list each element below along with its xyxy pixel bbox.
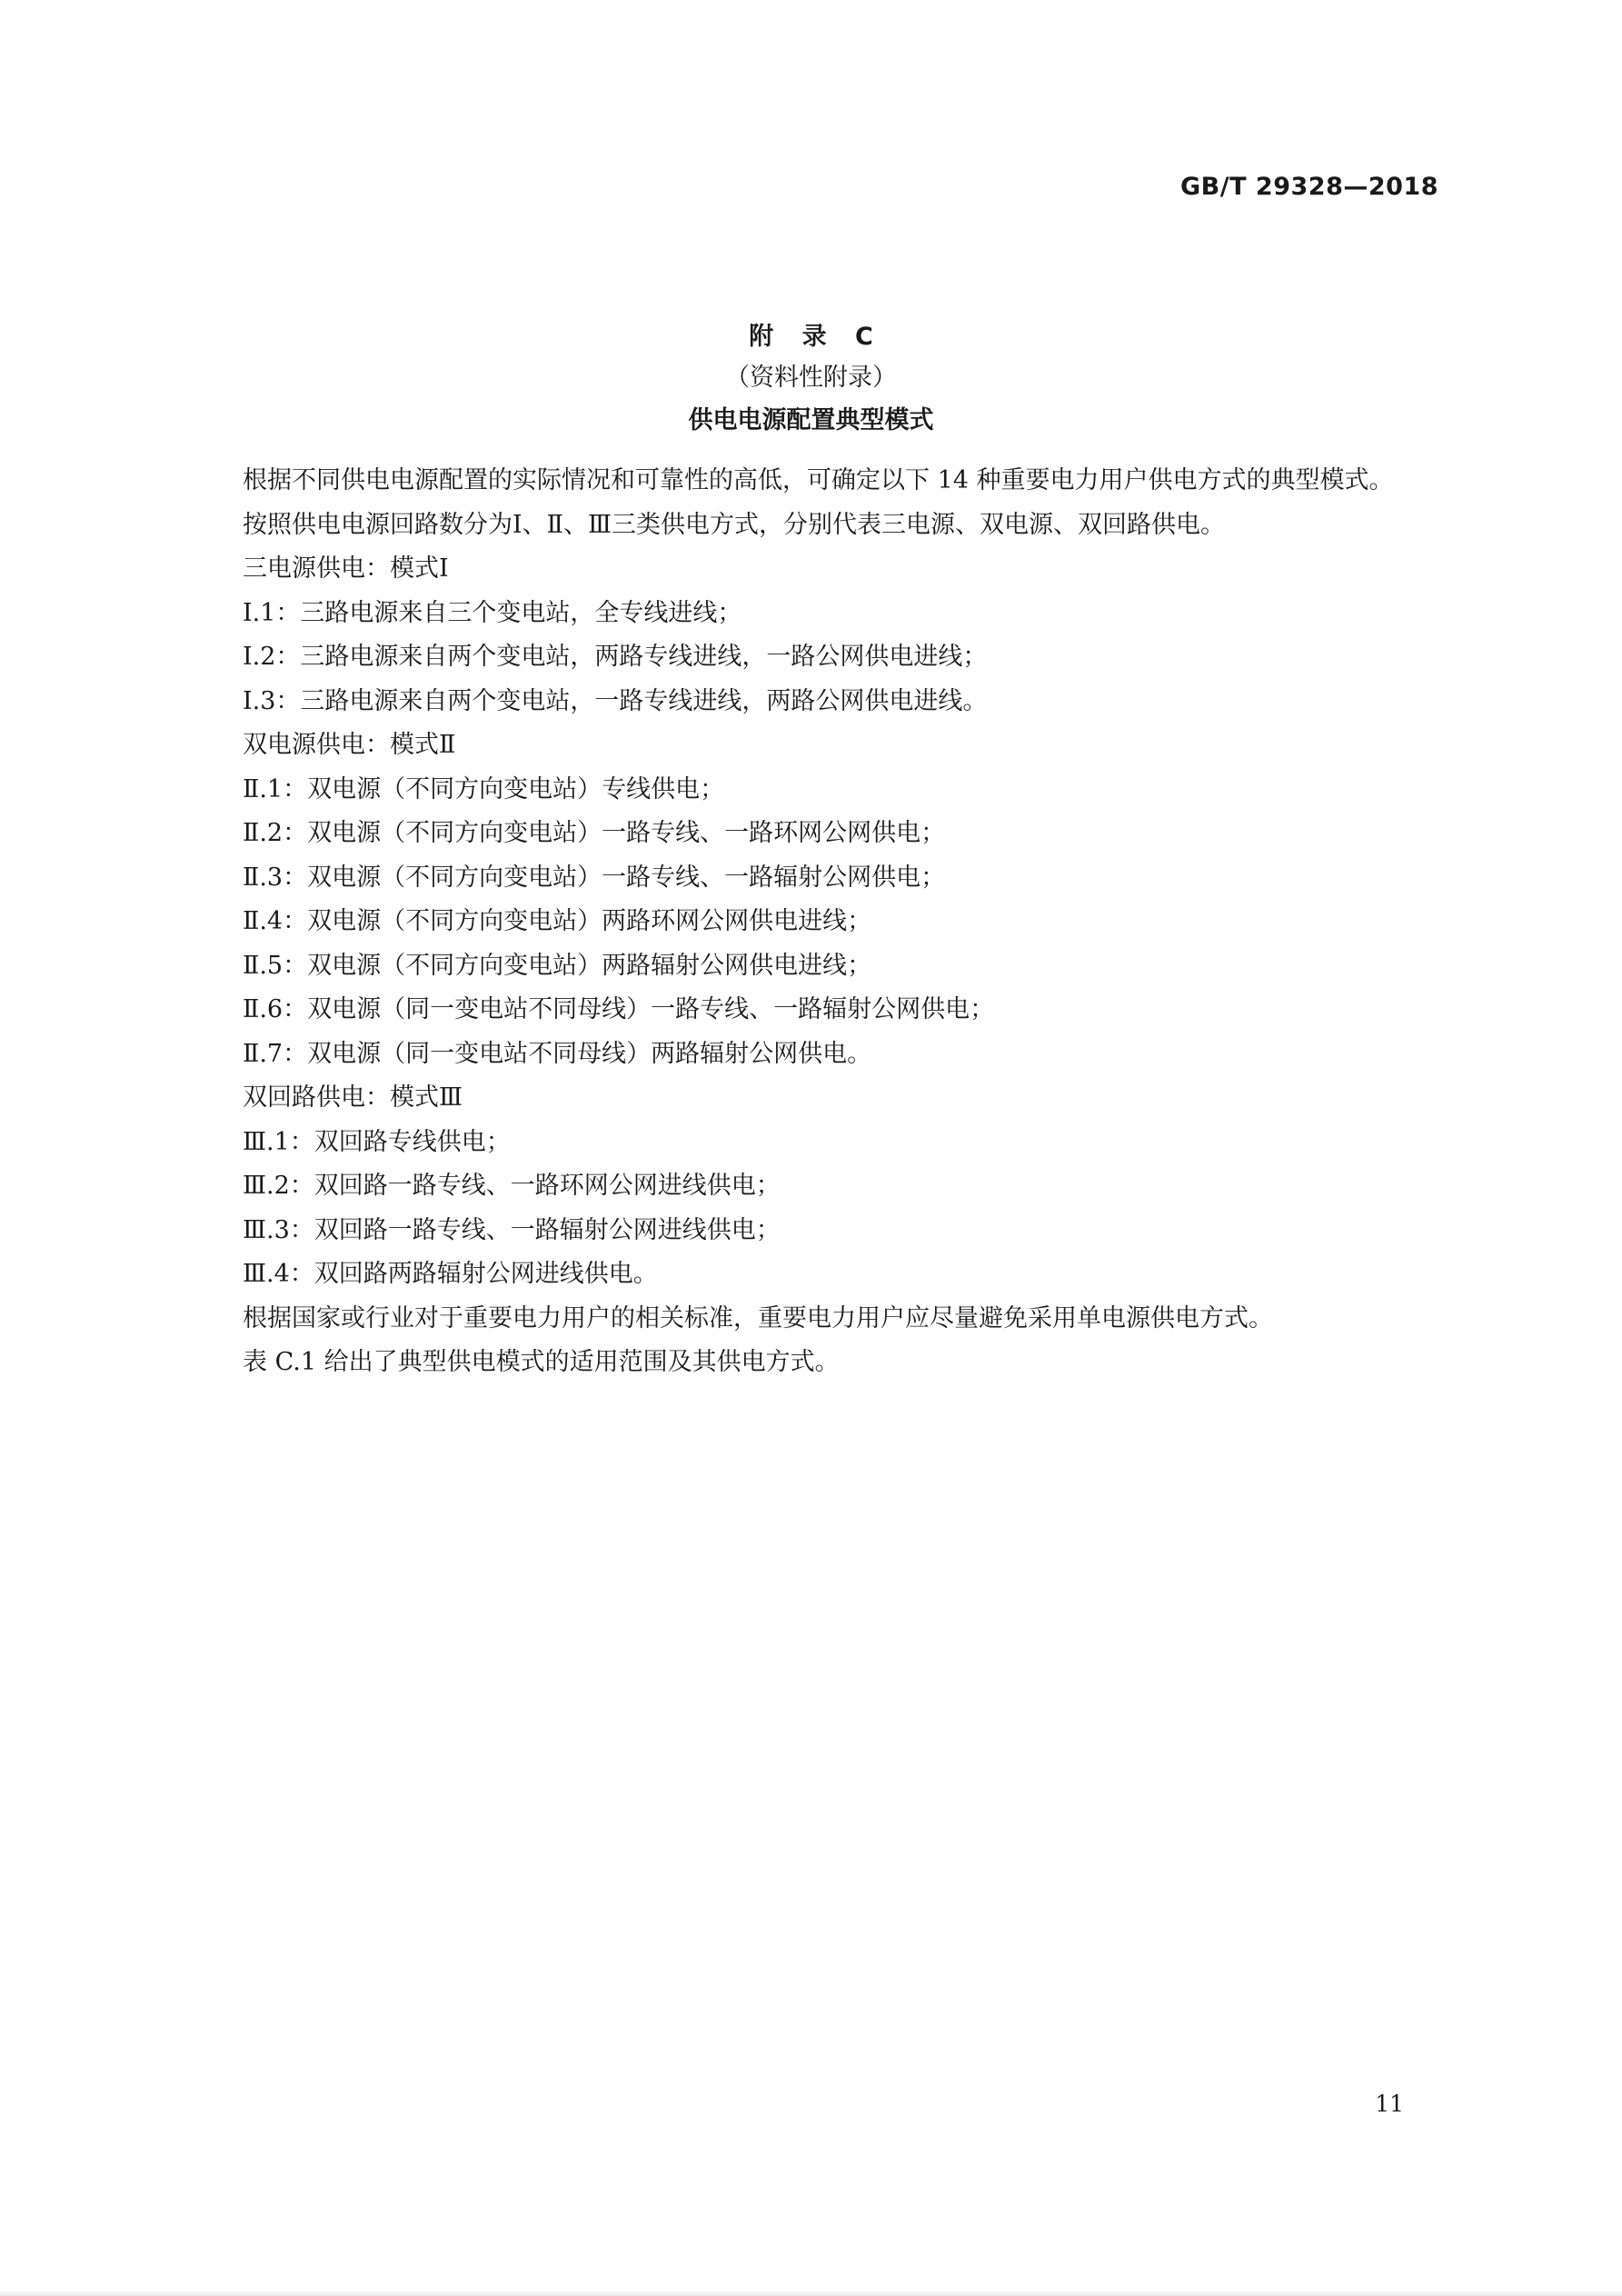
paragraph: Ⅱ.7：双电源（同一变电站不同母线）两路辐射公网供电。 <box>243 1039 872 1068</box>
paragraph: Ⅱ.2：双电源（不同方向变电站）一路专线、一路环网公网供电； <box>243 819 946 847</box>
standard-number: GB/T 29328—2018 <box>1180 173 1438 201</box>
paragraph: Ⅰ.2：三路电源来自两个变电站，两路专线进线，一路公网供电进线； <box>243 643 988 671</box>
paragraph: Ⅱ.3：双电源（不同方向变电站）一路专线、一路辐射公网供电； <box>243 863 946 892</box>
paragraph: Ⅲ.3：双回路一路专线、一路辐射公网进线供电； <box>243 1215 781 1244</box>
body-text <box>202 459 1438 1385</box>
paragraph: Ⅲ.4：双回路两路辐射公网进线供电。 <box>243 1260 658 1288</box>
paragraph: Ⅱ.6：双电源（同一变电站不同母线）一路专线、一路辐射公网供电； <box>243 995 995 1023</box>
paragraph: 双回路供电：模式Ⅲ <box>243 1083 463 1112</box>
appendix-label: 附 录 C <box>749 323 873 351</box>
paragraph: Ⅱ.4：双电源（不同方向变电站）两路环网公网供电进线； <box>243 907 872 935</box>
paragraph: Ⅰ.1：三路电源来自三个变电站，全专线进线； <box>243 598 742 627</box>
paragraph: Ⅰ.3：三路电源来自两个变电站，一路专线进线，两路公网供电进线。 <box>243 686 988 715</box>
paragraph: 根据不同供电电源配置的实际情况和可靠性的高低，可确定以下 14 种重要电力用户供电方式的典型模式。 <box>243 466 1394 494</box>
paragraph: 按照供电电源回路数分为Ⅰ、Ⅱ、Ⅲ三类供电方式，分别代表三电源、双电源、双回路供电。 <box>243 510 1226 539</box>
paragraph: Ⅲ.2：双回路一路专线、一路环网公网进线供电； <box>243 1172 781 1200</box>
paragraph: 双电源供电：模式Ⅱ <box>243 731 456 759</box>
paragraph: 三电源供电：模式Ⅰ <box>243 554 449 583</box>
scan-edge-shadow <box>0 2291 1622 2296</box>
page-number: 11 <box>1375 2091 1404 2117</box>
paragraph: Ⅱ.1：双电源（不同方向变电站）专线供电； <box>243 774 725 804</box>
appendix-title: 供电电源配置典型模式 <box>688 406 934 434</box>
paragraph: 表 C.1 给出了典型供电模式的适用范围及其供电方式。 <box>243 1348 840 1376</box>
paragraph: Ⅱ.5：双电源（不同方向变电站）两路辐射公网供电进线； <box>243 951 872 980</box>
paragraph: Ⅲ.1：双回路专线供电； <box>243 1127 511 1156</box>
paragraph: 根据国家或行业对于重要电力用户的相关标准，重要电力用户应尽量避免采用单电源供电方式。 <box>243 1303 1273 1333</box>
appendix-kind: （资料性附录） <box>725 364 897 392</box>
